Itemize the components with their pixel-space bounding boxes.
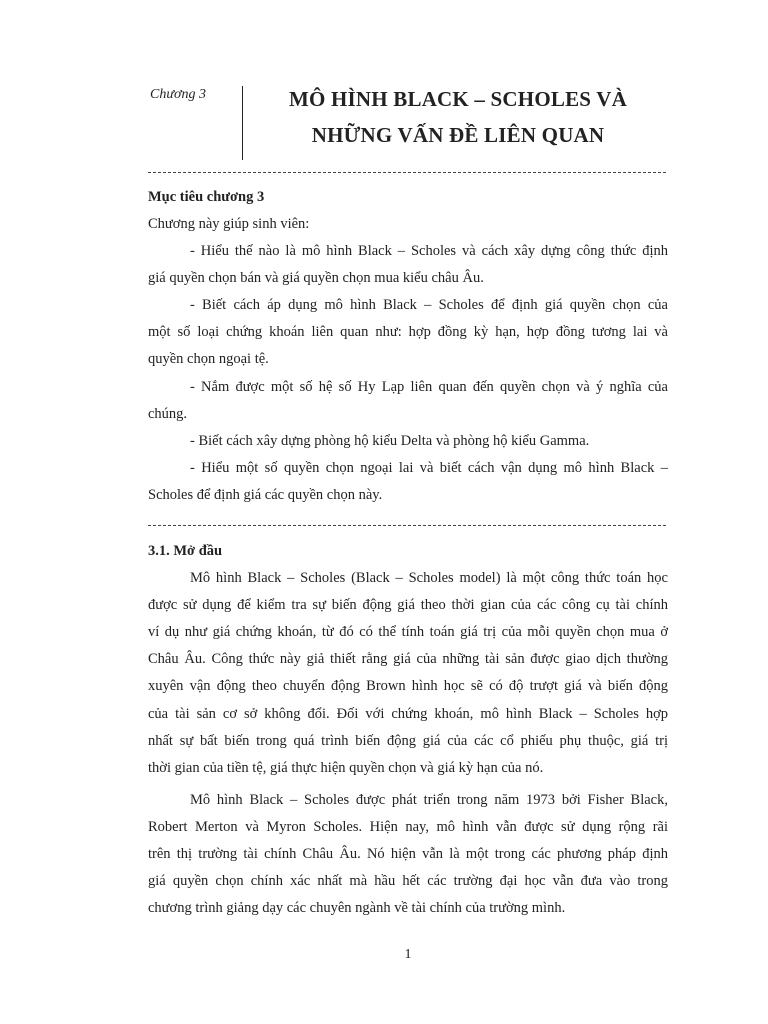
paragraph-line: giá quyền chọn chính xác nhất mà hầu hết các trường đại học vẫn đưa vào trong	[148, 873, 668, 889]
header-divider	[242, 86, 243, 160]
objective-line: - Biết cách xây dựng phòng hộ kiểu Delta và phòng hộ kiểu Gamma.	[190, 433, 590, 449]
objective-line: - Nắm được một số hệ số Hy Lạp liên quan đến quyền chọn và ý nghĩa của	[190, 379, 668, 395]
paragraph-line: nhất sự bất biến trong quá trình biến động giá của các cổ phiếu phụ thuộc, giá trị	[148, 733, 668, 749]
paragraph-line: Mô hình Black – Scholes (Black – Scholes model) là một công thức toán học	[190, 570, 668, 586]
chapter-title-line-1: MÔ HÌNH BLACK – SCHOLES VÀ	[289, 87, 627, 111]
objective-line: quyền chọn ngoại tệ.	[148, 351, 269, 367]
chapter-title-line-2: NHỮNG VẤN ĐỀ LIÊN QUAN	[311, 123, 605, 147]
objectives-heading: Mục tiêu chương 3	[148, 189, 265, 205]
paragraph-line: thời gian của tiền tệ, giá thực hiện quyền chọn và giá kỳ hạn của nó.	[148, 760, 544, 776]
objective-line: - Hiểu thế nào là mô hình Black – Scholes và cách xây dựng công thức định	[190, 243, 668, 259]
paragraph-line: của tài sản cơ sở không đổi. Đối với chứng khoán, mô hình Black – Scholes hợp	[148, 706, 668, 722]
paragraph-line: Châu Âu. Công thức này giả thiết rằng giá của những tài sản được giao dịch thường	[148, 651, 668, 667]
chapter-label: Chương 3	[150, 87, 206, 102]
paragraph-line: được sử dụng để kiểm tra sự biến động giá theo thời gian của các công cụ tài chính	[148, 597, 668, 613]
objective-line: - Biết cách áp dụng mô hình Black – Scholes để định giá quyền chọn của	[190, 297, 668, 313]
objective-line: giá quyền chọn bán và giá quyền chọn mua kiểu châu Âu.	[148, 270, 484, 286]
dashed-separator-top	[148, 172, 666, 173]
objective-line: chúng.	[148, 406, 188, 422]
paragraph-line: Robert Merton và Myron Scholes. Hiện nay, mô hình vẫn được sử dụng rộng rãi	[148, 819, 668, 835]
paragraph-line: xuyên vận động theo chuyển động Brown hình học sẽ có độ trượt giá và biến động	[148, 678, 668, 694]
paragraph-line: Mô hình Black – Scholes được phát triển trong năm 1973 bởi Fisher Black,	[190, 792, 668, 808]
objective-line: Scholes để định giá các quyền chọn này.	[148, 487, 383, 503]
paragraph-line: ví dụ như giá chứng khoán, từ đó có thể tính toán giá trị của mỗi quyền chọn mua ở	[148, 624, 668, 640]
section-heading: 3.1. Mở đầu	[148, 543, 223, 559]
paragraph-line: chương trình giảng dạy các chuyên ngành về tài chính của trường mình.	[148, 900, 566, 916]
objective-line: một số loại chứng khoán liên quan như: hợp đồng kỳ hạn, hợp đồng tương lai và	[148, 324, 668, 340]
objectives-intro: Chương này giúp sinh viên:	[148, 216, 310, 232]
paragraph-line: trên thị trường tài chính Châu Âu. Nó hiện vẫn là một trong các phương pháp định	[148, 846, 668, 862]
page-number: 1	[404, 947, 412, 962]
dashed-separator-bottom	[148, 525, 666, 526]
objective-line: - Hiểu một số quyền chọn ngoại lai và biết cách vận dụng mô hình Black –	[190, 460, 668, 476]
